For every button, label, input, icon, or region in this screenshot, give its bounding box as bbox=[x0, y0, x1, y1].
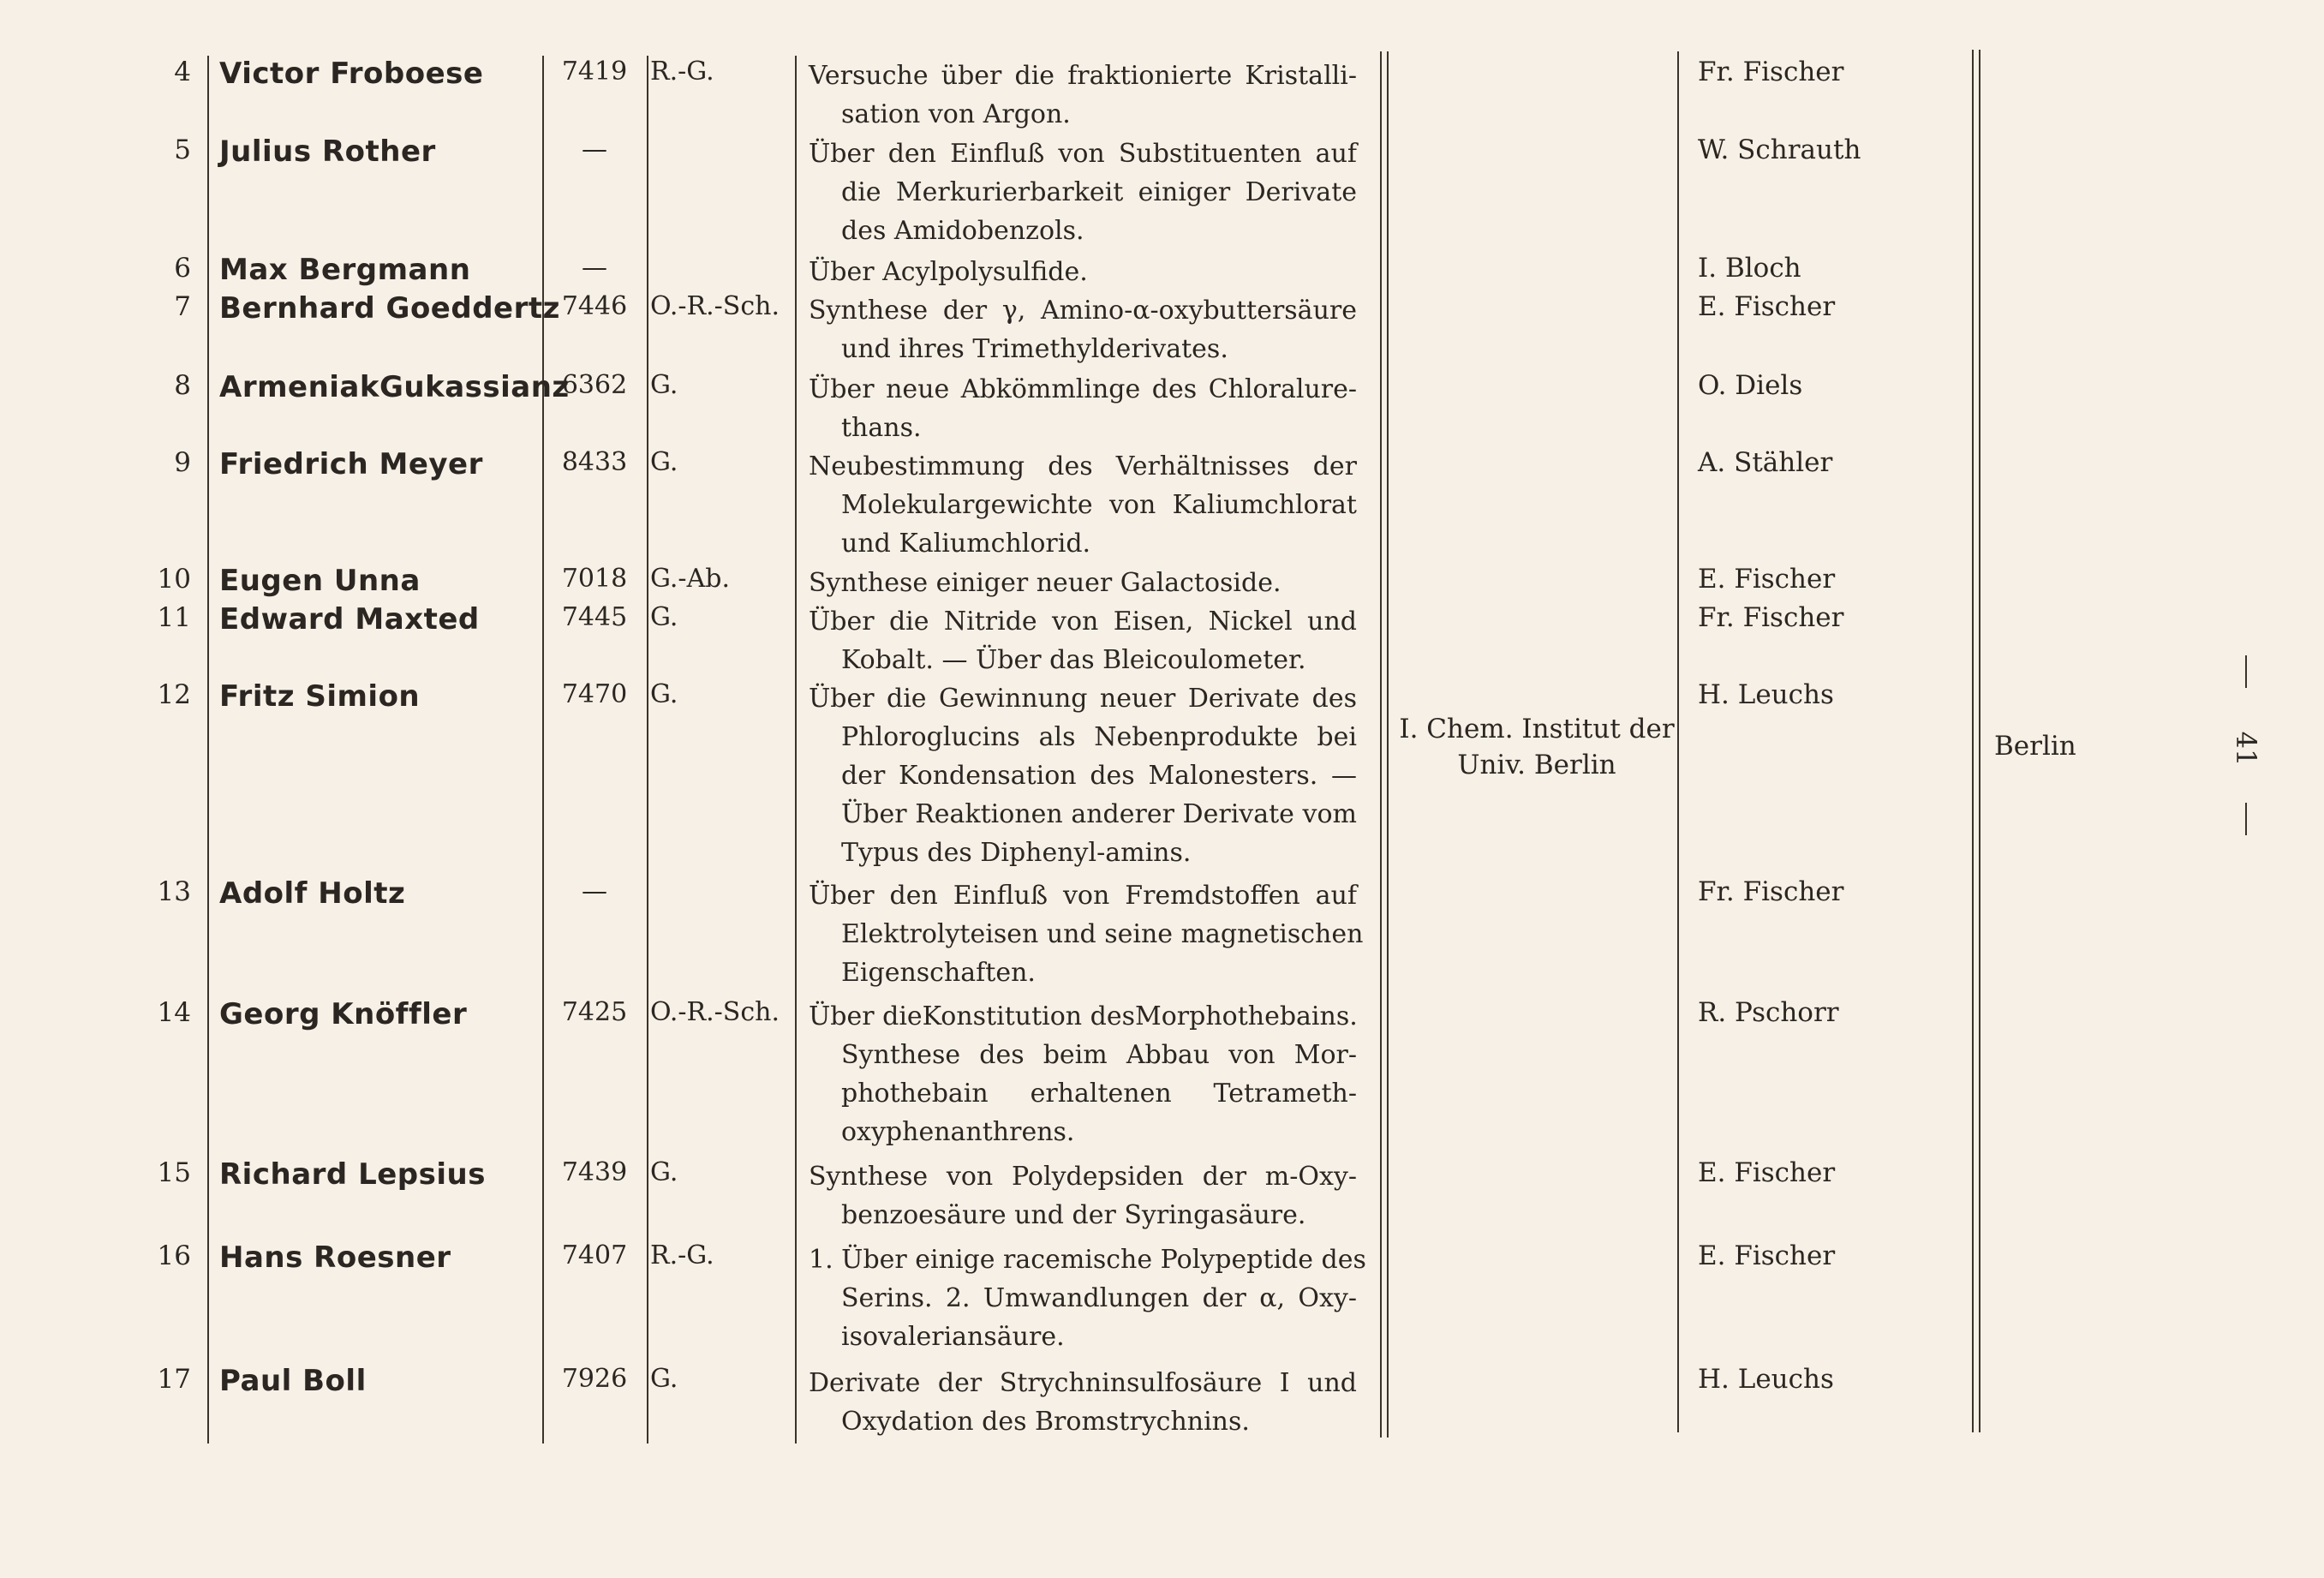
school-type: G. bbox=[650, 447, 678, 477]
rule-after-referee-b bbox=[1979, 50, 1980, 1432]
title-line: 1. Über einige racemische Polypeptide des bbox=[809, 1245, 1366, 1275]
title-line: Über Acylpolysulfide. bbox=[809, 257, 1088, 287]
title-line: Über die Gewinnung neuer Derivate des bbox=[809, 684, 1357, 714]
row-number: 11 bbox=[157, 602, 191, 633]
dissertation-title bbox=[809, 291, 1357, 368]
row-number: 16 bbox=[157, 1240, 191, 1271]
school-type: O.-R.-Sch. bbox=[650, 997, 780, 1027]
rule-after-number bbox=[207, 56, 209, 1444]
registration-number: 7439 bbox=[561, 1157, 628, 1187]
rule-after-name bbox=[542, 56, 544, 1444]
school-type: G. bbox=[650, 679, 678, 709]
referee-name: H. Leuchs bbox=[1698, 1364, 1834, 1395]
title-line: Derivate der Strychninsulfosäure I und bbox=[809, 1368, 1357, 1398]
title-line: der Kondensation des Malonesters. — bbox=[841, 761, 1357, 791]
title-line: Synthese einiger neuer Galactoside. bbox=[809, 568, 1281, 598]
school-type: G. bbox=[650, 1364, 678, 1394]
registration-number: 7470 bbox=[561, 679, 628, 709]
title-line: Über den Einfluß von Substituenten auf bbox=[809, 139, 1357, 169]
candidate-name: Eugen Unna bbox=[219, 564, 421, 598]
title-line: Molekulargewichte von Kaliumchlorat bbox=[841, 490, 1357, 520]
dissertation-title bbox=[809, 602, 1357, 679]
dissertation-title bbox=[809, 253, 1357, 291]
candidate-name: Friedrich Meyer bbox=[219, 447, 483, 481]
row-number: 10 bbox=[157, 564, 191, 595]
dissertation-title bbox=[809, 564, 1357, 602]
referee-name: A. Stähler bbox=[1698, 447, 1833, 478]
candidate-name: Hans Roesner bbox=[219, 1240, 451, 1275]
title-line: Über neue Abkömmlinge des Chloralure- bbox=[809, 374, 1357, 404]
row-number: 14 bbox=[157, 997, 191, 1028]
title-line: isovaleriansäure. bbox=[841, 1322, 1065, 1352]
title-line: phothebain erhaltenen Tetrameth- bbox=[841, 1079, 1357, 1109]
title-line: Über Reaktionen anderer Derivate vom bbox=[841, 799, 1357, 829]
rule-after-institute bbox=[1677, 51, 1679, 1432]
row-number: 13 bbox=[157, 876, 191, 907]
title-line: Synthese der γ, Amino-α-oxybuttersäure bbox=[809, 296, 1357, 326]
dissertation-title bbox=[809, 447, 1357, 563]
city-label: Berlin bbox=[1994, 731, 2076, 762]
school-type: R.-G. bbox=[650, 1240, 714, 1270]
rule-after-title-b bbox=[1387, 51, 1389, 1438]
referee-name: Fr. Fischer bbox=[1698, 876, 1844, 907]
referee-name: Fr. Fischer bbox=[1698, 602, 1844, 633]
registration-number: — bbox=[582, 134, 607, 164]
candidate-name: Bernhard Goeddertz bbox=[219, 291, 560, 326]
title-line: die Merkurierbarkeit einiger Derivate bbox=[841, 177, 1357, 207]
school-type: G. bbox=[650, 1157, 678, 1187]
candidate-name: Max Bergmann bbox=[219, 253, 471, 287]
school-type: G. bbox=[650, 370, 678, 400]
title-line: Phloroglucins als Nebenprodukte bei bbox=[841, 722, 1357, 752]
page-number-dash-top bbox=[2245, 655, 2247, 688]
registration-number: 7419 bbox=[561, 57, 628, 87]
institute-line-2: Univ. Berlin bbox=[1457, 750, 1616, 780]
referee-name: O. Diels bbox=[1698, 370, 1803, 401]
page-number bbox=[2220, 707, 2272, 810]
page-number-dash-bottom bbox=[2245, 803, 2247, 835]
registration-number: 8433 bbox=[561, 447, 628, 477]
candidate-name: Richard Lepsius bbox=[219, 1157, 486, 1192]
candidate-name: Georg Knöffler bbox=[219, 997, 468, 1031]
candidate-name: Fritz Simion bbox=[219, 679, 421, 714]
candidate-name: Adolf Holtz bbox=[219, 876, 406, 911]
referee-name: Fr. Fischer bbox=[1698, 57, 1844, 87]
row-number: 8 bbox=[174, 370, 191, 401]
registration-number: 6362 bbox=[561, 370, 628, 400]
dissertation-title bbox=[809, 370, 1357, 447]
title-line: Typus des Diphenyl-amins. bbox=[841, 838, 1192, 868]
referee-name: I. Bloch bbox=[1698, 253, 1801, 284]
referee-name: E. Fischer bbox=[1698, 1240, 1836, 1271]
title-line: Neubestimmung des Verhältnisses der bbox=[809, 451, 1357, 481]
row-number: 15 bbox=[157, 1157, 191, 1188]
registration-number: 7926 bbox=[561, 1364, 628, 1394]
referee-name: E. Fischer bbox=[1698, 291, 1836, 322]
title-line: Serins. 2. Umwandlungen der α, Oxy- bbox=[841, 1283, 1357, 1313]
title-line: Eigenschaften. bbox=[841, 958, 1036, 988]
title-line: Versuche über die fraktionierte Kristalli- bbox=[809, 61, 1357, 91]
referee-name: H. Leuchs bbox=[1698, 679, 1834, 710]
dissertation-title bbox=[809, 134, 1357, 250]
dissertation-title bbox=[809, 1364, 1357, 1441]
registration-number: 7425 bbox=[561, 997, 628, 1027]
title-line: Über den Einfluß von Fremdstoffen auf bbox=[809, 881, 1357, 911]
registration-number: — bbox=[582, 253, 607, 283]
title-line: Synthese des beim Abbau von Mor- bbox=[841, 1040, 1357, 1070]
row-number: 6 bbox=[174, 253, 191, 284]
row-number: 4 bbox=[174, 57, 191, 87]
institute-line-1: I. Chem. Institut der bbox=[1399, 714, 1675, 744]
dissertation-title bbox=[809, 997, 1357, 1151]
institute-label bbox=[1396, 711, 1677, 783]
title-line: Synthese von Polydepsiden der m-Oxy- bbox=[809, 1162, 1357, 1192]
row-number: 9 bbox=[174, 447, 191, 478]
dissertation-title bbox=[809, 1157, 1357, 1234]
registration-number: 7445 bbox=[561, 602, 628, 632]
title-line: und Kaliumchlorid. bbox=[841, 529, 1091, 559]
title-line: Über die Nitride von Eisen, Nickel und bbox=[809, 607, 1357, 637]
school-type: G. bbox=[650, 602, 678, 632]
rule-after-nr bbox=[647, 56, 648, 1444]
candidate-name: ArmeniakGukassianz bbox=[219, 370, 570, 404]
title-line: sation von Argon. bbox=[841, 99, 1071, 129]
school-type: G.-Ab. bbox=[650, 564, 730, 594]
title-line: Kobalt. — Über das Bleicoulometer. bbox=[841, 645, 1306, 675]
row-number: 17 bbox=[157, 1364, 191, 1395]
title-line: und ihres Trimethylderivates. bbox=[841, 334, 1228, 364]
title-line: Über dieKonstitution desMorphothebains. bbox=[809, 1001, 1358, 1031]
rule-after-title-a bbox=[1380, 51, 1382, 1438]
row-number: 12 bbox=[157, 679, 191, 710]
referee-name: R. Pschorr bbox=[1698, 997, 1839, 1028]
page-number-label: 41 bbox=[2230, 731, 2262, 767]
title-line: benzoesäure und der Syringasäure. bbox=[841, 1200, 1306, 1230]
rule-after-school bbox=[795, 56, 797, 1444]
school-type: R.-G. bbox=[650, 57, 714, 87]
title-line: thans. bbox=[841, 413, 922, 443]
title-line: Oxydation des Bromstrychnins. bbox=[841, 1407, 1250, 1437]
row-number: 7 bbox=[174, 291, 191, 322]
dissertation-title bbox=[809, 876, 1364, 992]
title-line: des Amidobenzols. bbox=[841, 216, 1084, 246]
candidate-name: Edward Maxted bbox=[219, 602, 480, 637]
candidate-name: Paul Boll bbox=[219, 1364, 367, 1398]
title-line: oxyphenanthrens. bbox=[841, 1117, 1075, 1147]
school-type: O.-R.-Sch. bbox=[650, 291, 780, 321]
dissertation-title bbox=[809, 1240, 1366, 1356]
dissertation-title bbox=[809, 679, 1357, 872]
dissertation-title bbox=[809, 57, 1357, 134]
registration-number: 7407 bbox=[561, 1240, 628, 1270]
registration-number: 7446 bbox=[561, 291, 628, 321]
row-number: 5 bbox=[174, 134, 191, 165]
registration-number: — bbox=[582, 876, 607, 906]
referee-name: E. Fischer bbox=[1698, 1157, 1836, 1188]
candidate-name: Victor Froboese bbox=[219, 57, 484, 91]
referee-name: E. Fischer bbox=[1698, 564, 1836, 595]
referee-name: W. Schrauth bbox=[1698, 134, 1861, 165]
rule-after-referee-a bbox=[1972, 50, 1974, 1432]
title-line: Elektrolyteisen und seine magnetischen bbox=[841, 919, 1364, 949]
registration-number: 7018 bbox=[561, 564, 628, 594]
candidate-name: Julius Rother bbox=[219, 134, 436, 169]
